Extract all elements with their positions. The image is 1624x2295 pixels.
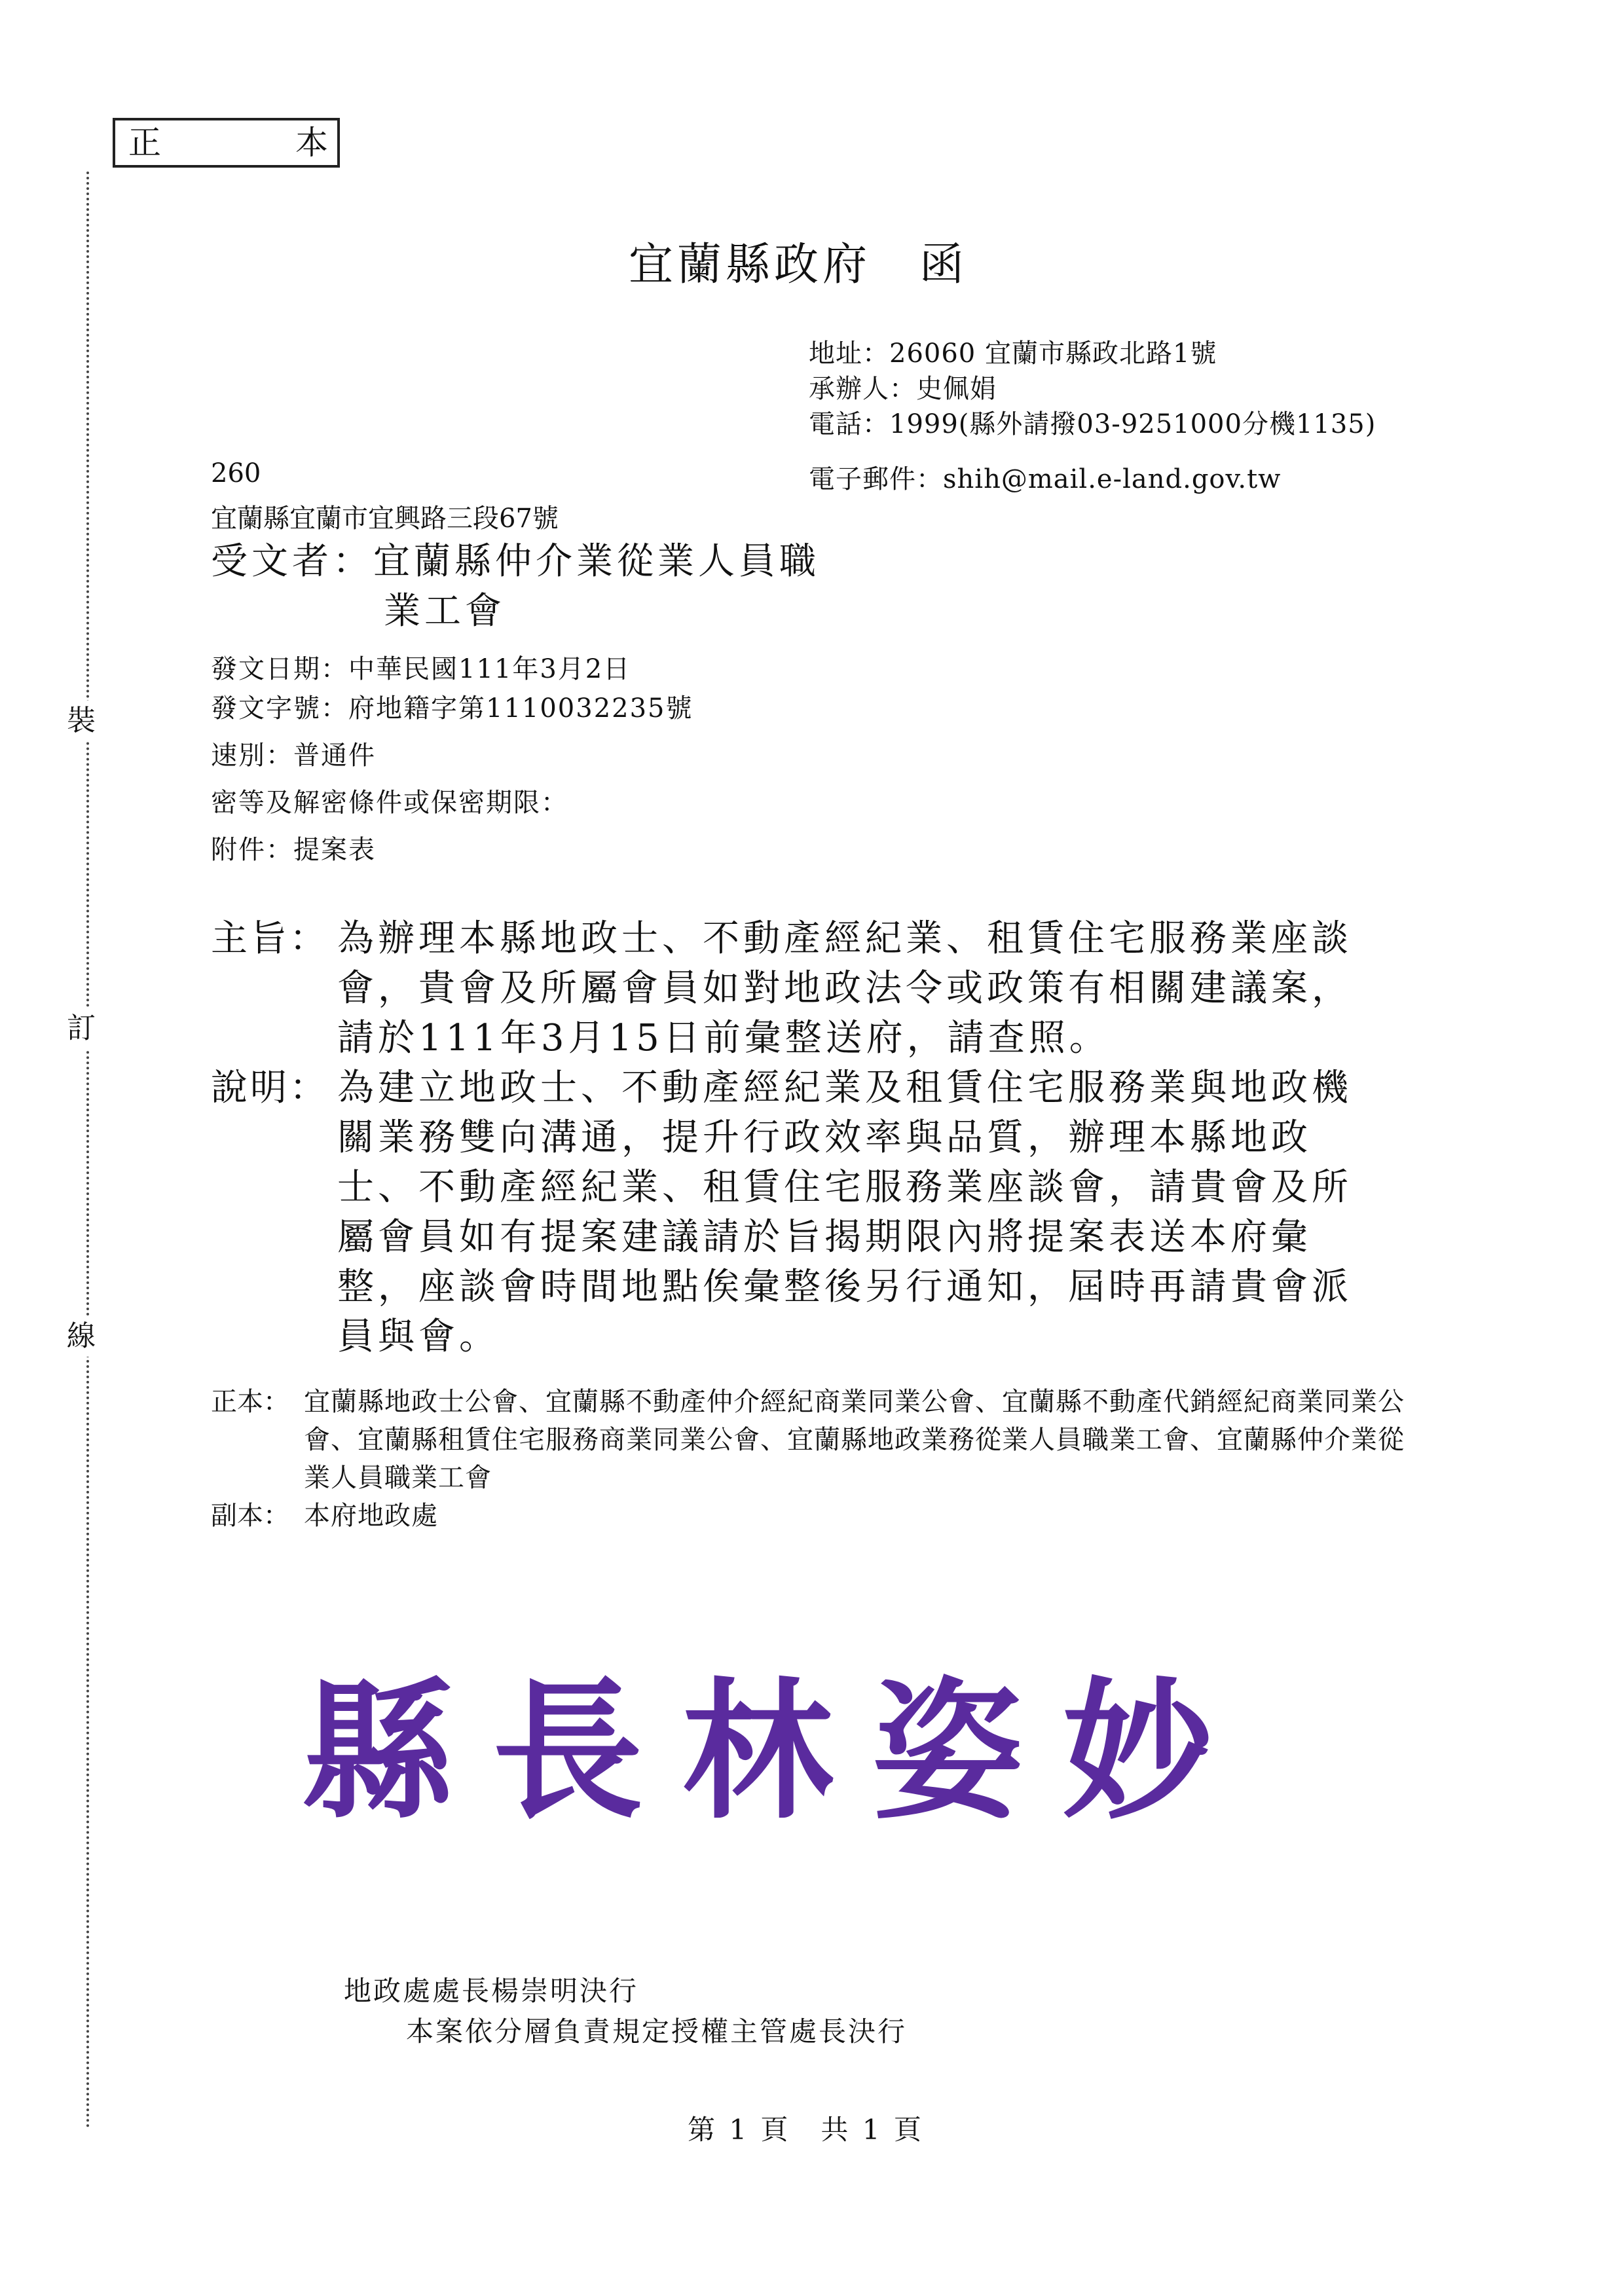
copy-recipients-label: 副本： bbox=[211, 1501, 289, 1531]
copy-recipients-text: 本府地政處 bbox=[304, 1501, 438, 1531]
secrecy-level: 密等及解密條件或保密期限： bbox=[211, 788, 568, 818]
mailing-address: 宜蘭縣宜蘭市宜興路三段67號 bbox=[211, 504, 559, 534]
binding-char-xian: 線 bbox=[67, 1316, 96, 1357]
approval-line-1: 地政處處長楊崇明決行 bbox=[344, 1975, 639, 2007]
delivery-speed: 速別：普通件 bbox=[211, 741, 376, 771]
magistrate-signature-seal: 縣長林姿妙 bbox=[303, 1663, 1253, 1840]
binding-dotted-line bbox=[86, 172, 89, 2129]
original-recipients-label: 正本： bbox=[211, 1387, 289, 1417]
subject-text: 為辦理本縣地政士、不動產經紀業、租賃住宅服務業座談會，貴會及所屬會員如對地政法令或政策有相關建議案，請於111年3月15日前彙整送府，請查照。 bbox=[337, 917, 1352, 1059]
stamp-char-2: 本 bbox=[295, 124, 328, 162]
document-title: 宜蘭縣政府 函 bbox=[629, 239, 969, 291]
recipient-line-1: 受文者：宜蘭縣仲介業從業人員職 bbox=[211, 540, 820, 583]
binding-char-ding: 訂 bbox=[67, 1008, 96, 1049]
mailing-postcode: 260 bbox=[211, 458, 261, 488]
attachment: 附件：提案表 bbox=[211, 835, 376, 865]
original-recipients-text: 宜蘭縣地政士公會、宜蘭縣不動產仲介經紀商業同業公會、宜蘭縣不動產代銷經紀商業同業公會、宜蘭縣租賃住宅服務商業同業公會、宜蘭縣地政業務從業人員職業工會、宜蘭縣仲介業從業人員職業工會 bbox=[304, 1387, 1405, 1493]
contact-handler: 承辦人：史佩娟 bbox=[809, 374, 997, 404]
approval-line-2: 本案依分層負責規定授權主管處長決行 bbox=[406, 2015, 908, 2047]
stamp-char-1: 正 bbox=[128, 124, 161, 162]
contact-email: 電子郵件：shih@mail.e-land.gov.tw bbox=[809, 464, 1282, 494]
binding-char-zhuang: 裝 bbox=[67, 701, 96, 741]
explanation-label: 說明： bbox=[211, 1067, 329, 1109]
recipient-line-2: 業工會 bbox=[384, 590, 506, 633]
issue-date: 發文日期：中華民國111年3月2日 bbox=[211, 654, 631, 684]
document-number: 發文字號：府地籍字第1110032235號 bbox=[211, 693, 693, 724]
contact-phone: 電話：1999(縣外請撥03-9251000分機1135) bbox=[809, 409, 1376, 439]
subject-label: 主旨： bbox=[211, 917, 329, 960]
page-number: 第 1 頁 共 1 頁 bbox=[688, 2114, 924, 2146]
explanation-text: 為建立地政士、不動產經紀業及租賃住宅服務業與地政機關業務雙向溝通，提升行政效率與品質，辦理本縣地政士、不動產經紀業、租賃住宅服務業座談會，請貴會及所屬會員如有提案建議請於旨揭期限內將提案表送本府彙整，座談會時間地點俟彙整後另行通知，屆時再請貴會派員與會。 bbox=[337, 1067, 1352, 1358]
contact-address: 地址：26060 宜蘭市縣政北路1號 bbox=[809, 339, 1217, 369]
original-copy-stamp bbox=[113, 118, 340, 168]
